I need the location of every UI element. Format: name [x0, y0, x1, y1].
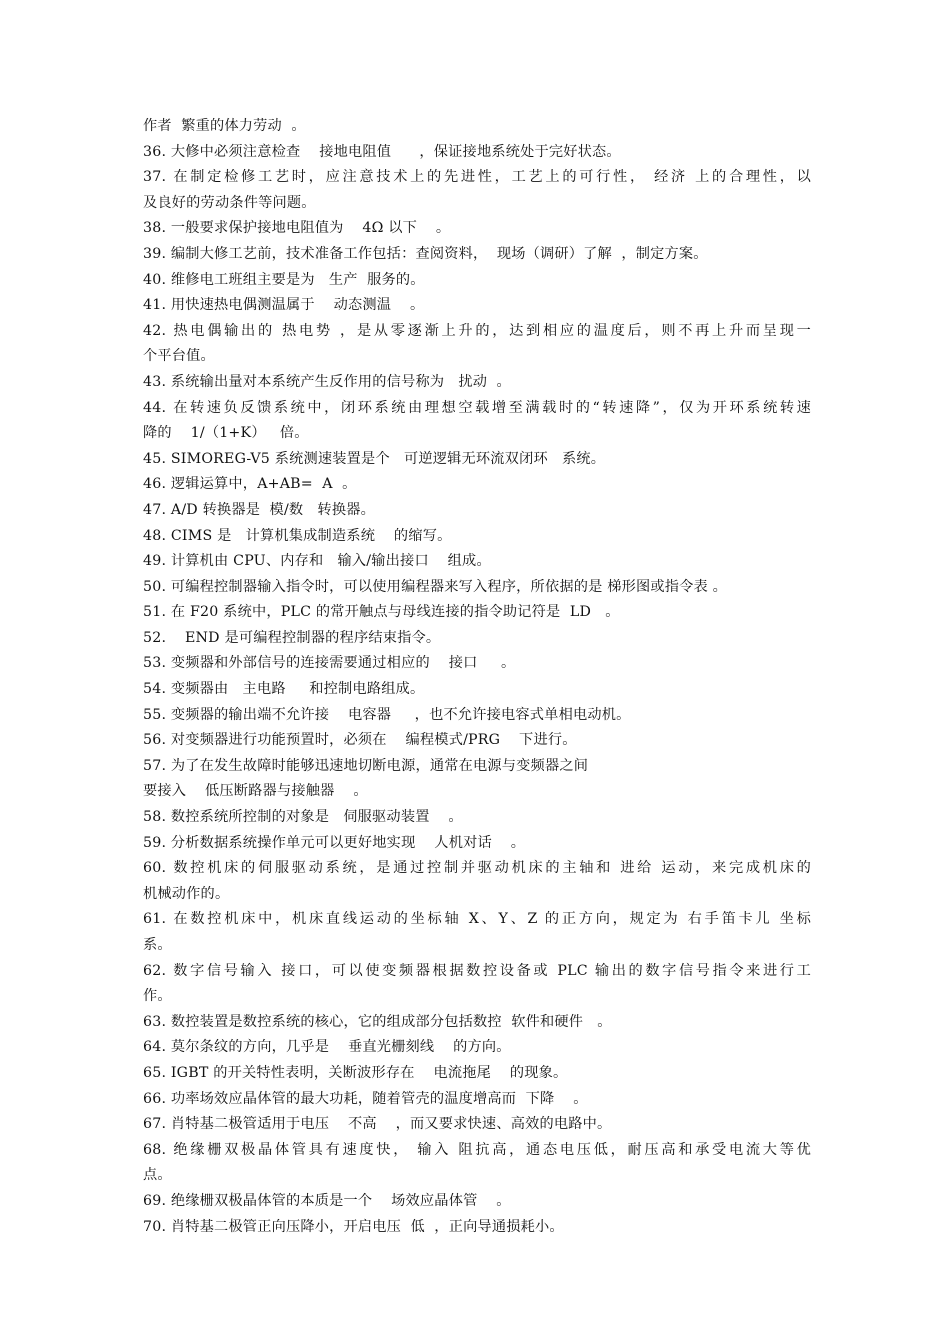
- document-page: [143, 114, 811, 1240]
- text-line: 60. 数控机床的伺服驱动系统，是通过控制并驱动机床的主轴和 进给 运动，来完成机床的: [143, 860, 811, 877]
- text-line: 68. 绝缘栅双极晶体管具有速度快， 输入 阻抗高，通态电压低，耐压高和承受电流大等优: [143, 1141, 811, 1158]
- text-line: 45. SIMOREG-V5 系统测速装置是个 可逆逻辑无环流双闭环 系统。: [143, 450, 606, 467]
- text-line: 56. 对变频器进行功能预置时，必须在 编程模式/PRG 下进行。: [143, 732, 577, 749]
- text-line: 69. 绝缘栅双极晶体管的本质是一个 场效应晶体管 。: [143, 1192, 511, 1209]
- text-line: 62. 数字信号输入 接口，可以使变频器根据数控设备或 PLC 输出的数字信号指令来进行工: [143, 962, 811, 979]
- text-line: 个平台值。: [143, 348, 215, 365]
- text-line: 57. 为了在发生故障时能够迅速地切断电源，通常在电源与变频器之间: [143, 757, 589, 774]
- text-line: 58. 数控系统所控制的对象是 伺服驱动装置 。: [143, 809, 463, 826]
- text-line: 65. IGBT 的开关特性表明，关断波形存在 电流拖尾 的现象。: [143, 1064, 568, 1081]
- text-line: 36. 大修中必须注意检查 接地电阻值 ，保证接地系统处于完好状态。: [143, 143, 621, 160]
- text-line: 66. 功率场效应晶体管的最大功耗，随着管壳的温度增高而 下降 。: [143, 1090, 588, 1107]
- text-line: 67. 肖特基二极管适用于电压 不高 ，而又要求快速、高效的电路中。: [143, 1116, 612, 1133]
- text-line: 48. CIMS 是 计算机集成制造系统 的缩写。: [143, 527, 452, 544]
- text-line: 55. 变频器的输出端不允许接 电容器 ，也不允许接电容式单相电动机。: [143, 706, 631, 723]
- text-line: 机械动作的。: [143, 885, 230, 902]
- text-line: 52. END 是可编程控制器的程序结束指令。: [143, 629, 441, 646]
- text-line: 64. 莫尔条纹的方向，几乎是 垂直光栅刻线 的方向。: [143, 1039, 511, 1056]
- text-line: 61. 在数控机床中，机床直线运动的坐标轴 X、Y、Z 的正方向，规定为 右手笛卡儿 坐标: [143, 911, 811, 928]
- text-line: 54. 变频器由 主电路 和控制电路组成。: [143, 681, 425, 698]
- text-line: 作。: [143, 988, 172, 1005]
- text-line: 39. 编制大修工艺前，技术准备工作包括：查阅资料， 现场（调研）了解 ，制定方案。: [143, 245, 708, 262]
- text-line: 40. 维修电工班组主要是为 生产 服务的。: [143, 271, 425, 288]
- text-line: 49. 计算机由 CPU、内存和 输入/输出接口 组成。: [143, 553, 491, 570]
- text-line: 51. 在 F20 系统中，PLC 的常开触点与母线连接的指令助记符是 LD 。: [143, 604, 620, 621]
- text-line: 59. 分析数据系统操作单元可以更好地实现 人机对话 。: [143, 834, 526, 851]
- text-line: 系。: [143, 937, 172, 953]
- text-line: 63. 数控装置是数控系统的核心，它的组成部分包括数控 软件和硬件 。: [143, 1013, 612, 1030]
- text-line: 点。: [143, 1167, 172, 1184]
- text-line: 37. 在制定检修工艺时，应注意技术上的先进性，工艺上的可行性， 经济 上的合理性，以: [143, 169, 811, 186]
- text-line: 44. 在转速负反馈系统中，闭环系统由理想空载增至满载时的“转速降”，仅为开环系统转速: [143, 399, 811, 416]
- text-line: 38. 一般要求保护接地电阻值为 4Ω 以下 。: [143, 220, 451, 237]
- text-line: 及良好的劳动条件等问题。: [143, 194, 316, 211]
- text-line: 47. A/D 转换器是 模/数 转换器。: [143, 501, 375, 518]
- text-line: 41. 用快速热电偶测温属于 动态测温 。: [143, 297, 425, 314]
- text-line: 42. 热电偶输出的 热电势 ，是从零逐渐上升的，达到相应的温度后，则不再上升而呈现一: [143, 322, 811, 339]
- text-line: 46. 逻辑运算中，A+AB= A 。: [143, 476, 357, 493]
- text-line: 作者 繁重的体力劳动 。: [143, 118, 306, 134]
- text-line: 53. 变频器和外部信号的连接需要通过相应的 接口 。: [143, 655, 516, 672]
- text-line: 降的 1/（1+K） 倍。: [143, 425, 309, 442]
- text-line: 50. 可编程控制器输入指令时，可以使用编程器来写入程序，所依据的是 梯形图或指令表 。: [143, 578, 728, 595]
- text-line: 要接入 低压断路器与接触器 。: [143, 783, 368, 800]
- text-line: 43. 系统输出量对本系统产生反作用的信号称为 扰动 。: [143, 373, 511, 390]
- text-line: 70. 肖特基二极管正向压降小，开启电压 低 ，正向导通损耗小。: [143, 1218, 564, 1235]
